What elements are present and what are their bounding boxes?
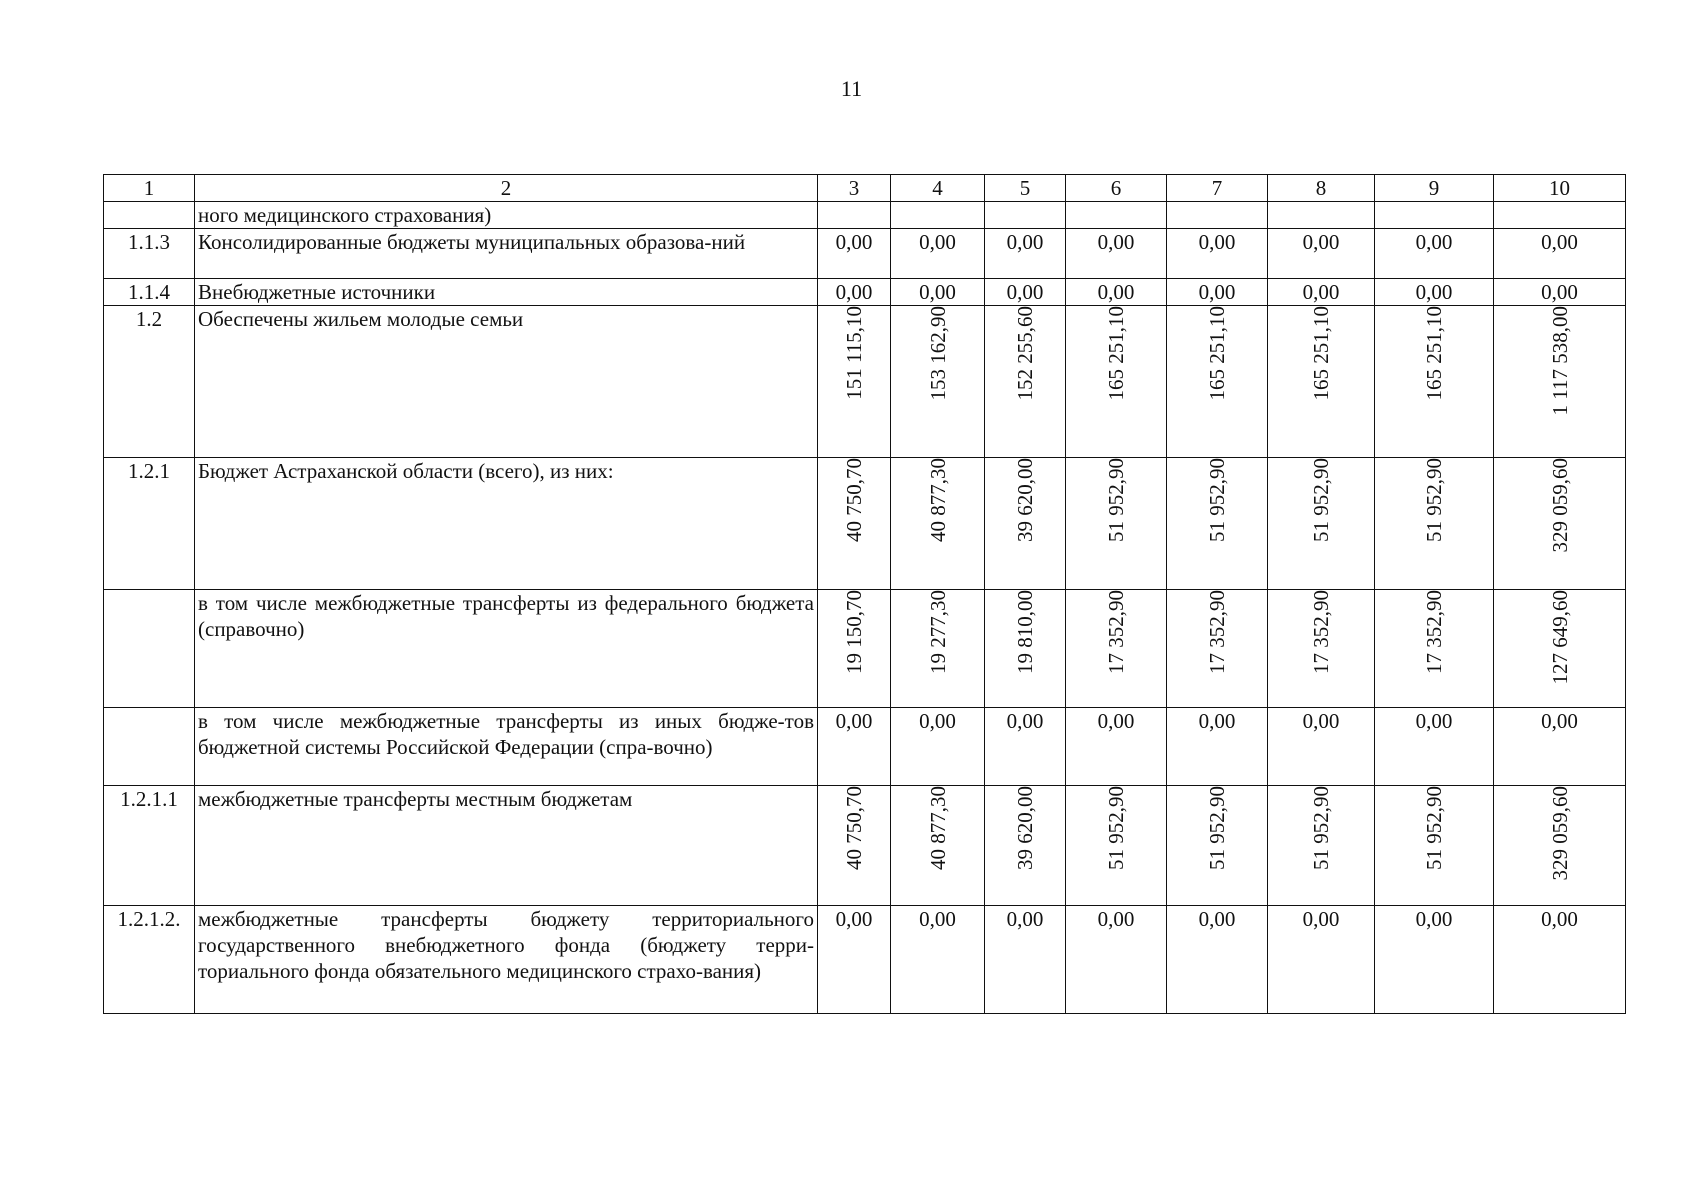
value-cell: [1494, 786, 1626, 906]
value-cell: [985, 786, 1066, 906]
value-cell: 0,00: [1268, 229, 1375, 279]
row-code: [104, 708, 195, 786]
row-code: 1.2.1: [104, 458, 195, 590]
row-description: в том числе межбюджетные трансферты из иных бюдже-тов бюджетной системы Российской Федерации (спра-вочно): [195, 708, 818, 786]
value-text: 51 952,90: [1104, 458, 1128, 542]
row-description: ного медицинского страхования): [195, 202, 818, 229]
budget-table: [103, 174, 1626, 1014]
value-cell: 0,00: [985, 279, 1066, 306]
value-cell: 0,00: [891, 708, 985, 786]
value-cell: [1375, 590, 1494, 708]
value-text: 51 952,90: [1309, 458, 1333, 542]
table-row: [104, 708, 1626, 786]
column-number-row: [104, 175, 1626, 202]
value-cell: [818, 202, 891, 229]
value-text: 19 277,30: [925, 590, 950, 674]
value-text: 51 952,90: [1205, 458, 1229, 542]
value-cell: 0,00: [1375, 708, 1494, 786]
value-cell: [1494, 458, 1626, 590]
value-cell: [985, 590, 1066, 708]
value-cell: [1494, 202, 1626, 229]
value-cell: [1268, 202, 1375, 229]
row-code: [104, 202, 195, 229]
value-cell: 0,00: [891, 229, 985, 279]
value-cell: 0,00: [985, 708, 1066, 786]
value-cell: [1268, 458, 1375, 590]
value-cell: 0,00: [1066, 906, 1167, 1014]
row-description: межбюджетные трансферты бюджету территориального государственного внебюджетного фонда (бюджету терри-ториального фонда обязательного медицинского страхо-вания): [195, 906, 818, 1014]
column-number: 8: [1268, 175, 1375, 202]
value-cell: [1066, 306, 1167, 458]
value-text: 165 251,10: [1104, 306, 1128, 401]
value-cell: [1066, 590, 1167, 708]
column-number: 3: [818, 175, 891, 202]
row-description: Консолидированные бюджеты муниципальных образова-ний: [195, 229, 818, 279]
value-text: 329 059,60: [1547, 458, 1572, 553]
value-cell: [1066, 458, 1167, 590]
value-cell: [1268, 306, 1375, 458]
value-text: 127 649,60: [1547, 590, 1572, 685]
row-description: межбюджетные трансферты местным бюджетам: [195, 786, 818, 906]
value-cell: 0,00: [1066, 708, 1167, 786]
value-cell: [1066, 786, 1167, 906]
value-cell: 0,00: [985, 906, 1066, 1014]
row-code: 1.2.1.1: [104, 786, 195, 906]
value-text: 151 115,10: [842, 306, 866, 400]
value-cell: 0,00: [891, 279, 985, 306]
value-text: 51 952,90: [1422, 786, 1446, 870]
value-cell: [891, 202, 985, 229]
value-cell: [1167, 590, 1268, 708]
row-description: в том числе межбюджетные трансферты из федерального бюджета (справочно): [195, 590, 818, 708]
value-cell: 0,00: [1494, 279, 1626, 306]
value-cell: 0,00: [818, 906, 891, 1014]
table-row: [104, 590, 1626, 708]
value-cell: [818, 458, 891, 590]
value-cell: [891, 306, 985, 458]
value-cell: [1494, 590, 1626, 708]
value-text: 17 352,90: [1422, 590, 1446, 674]
value-text: 165 251,10: [1205, 306, 1229, 401]
value-cell: 0,00: [985, 229, 1066, 279]
table-row: [104, 202, 1626, 229]
value-cell: [1268, 590, 1375, 708]
value-cell: [1494, 306, 1626, 458]
value-cell: 0,00: [818, 708, 891, 786]
value-cell: 0,00: [891, 906, 985, 1014]
value-text: 51 952,90: [1205, 786, 1229, 870]
value-text: 39 620,00: [1013, 786, 1037, 870]
value-cell: [985, 458, 1066, 590]
value-cell: 0,00: [1494, 906, 1626, 1014]
value-text: 329 059,60: [1547, 786, 1572, 881]
value-text: 165 251,10: [1422, 306, 1446, 401]
value-cell: [891, 786, 985, 906]
value-cell: 0,00: [1375, 906, 1494, 1014]
value-cell: 0,00: [1268, 279, 1375, 306]
value-cell: [1375, 786, 1494, 906]
value-cell: [1375, 306, 1494, 458]
table-row: [104, 786, 1626, 906]
value-text: 153 162,90: [925, 306, 950, 401]
value-cell: [985, 306, 1066, 458]
column-number: 2: [195, 175, 818, 202]
value-cell: 0,00: [1268, 906, 1375, 1014]
column-number: 4: [891, 175, 985, 202]
table-row: [104, 458, 1626, 590]
value-cell: [818, 786, 891, 906]
value-cell: [818, 590, 891, 708]
value-cell: [985, 202, 1066, 229]
value-text: 40 877,30: [925, 458, 950, 542]
column-number: 5: [985, 175, 1066, 202]
table-row: [104, 306, 1626, 458]
value-text: 152 255,60: [1013, 306, 1037, 401]
value-cell: 0,00: [1066, 279, 1167, 306]
value-cell: [1167, 458, 1268, 590]
value-text: 40 750,70: [842, 786, 866, 870]
value-cell: [891, 590, 985, 708]
value-text: 51 952,90: [1309, 786, 1333, 870]
column-number: 10: [1494, 175, 1626, 202]
value-cell: 0,00: [1375, 229, 1494, 279]
column-number: 6: [1066, 175, 1167, 202]
row-description: Обеспечены жильем молодые семьи: [195, 306, 818, 458]
value-cell: [1268, 786, 1375, 906]
value-text: 17 352,90: [1309, 590, 1333, 674]
row-code: [104, 590, 195, 708]
value-cell: [1167, 306, 1268, 458]
value-cell: 0,00: [818, 279, 891, 306]
row-description: Бюджет Астраханской области (всего), из них:: [195, 458, 818, 590]
value-cell: [1066, 202, 1167, 229]
value-cell: 0,00: [1494, 229, 1626, 279]
value-text: 19 810,00: [1013, 590, 1037, 674]
value-text: 19 150,70: [842, 590, 866, 674]
value-cell: 0,00: [1066, 229, 1167, 279]
table-row: [104, 906, 1626, 1014]
column-number: 9: [1375, 175, 1494, 202]
row-code: 1.1.4: [104, 279, 195, 306]
value-cell: [1167, 786, 1268, 906]
value-cell: [1167, 202, 1268, 229]
value-cell: 0,00: [1167, 708, 1268, 786]
value-cell: 0,00: [1268, 708, 1375, 786]
table-row: [104, 229, 1626, 279]
column-number: 1: [104, 175, 195, 202]
value-text: 165 251,10: [1309, 306, 1333, 401]
page-number: 11: [840, 76, 863, 101]
value-cell: 0,00: [818, 229, 891, 279]
value-cell: [818, 306, 891, 458]
value-text: 17 352,90: [1205, 590, 1229, 674]
value-text: 1 117 538,00: [1547, 306, 1572, 416]
value-cell: 0,00: [1494, 708, 1626, 786]
value-cell: 0,00: [1375, 279, 1494, 306]
value-text: 51 952,90: [1104, 786, 1128, 870]
value-text: 39 620,00: [1013, 458, 1037, 542]
value-cell: [891, 458, 985, 590]
value-text: 17 352,90: [1104, 590, 1128, 674]
value-cell: [1375, 458, 1494, 590]
row-description: Внебюджетные источники: [195, 279, 818, 306]
row-code: 1.2.1.2.: [104, 906, 195, 1014]
value-cell: [1375, 202, 1494, 229]
value-cell: 0,00: [1167, 229, 1268, 279]
value-text: 40 877,30: [925, 786, 950, 870]
value-cell: 0,00: [1167, 279, 1268, 306]
value-text: 51 952,90: [1422, 458, 1446, 542]
row-code: 1.1.3: [104, 229, 195, 279]
table-row: [104, 279, 1626, 306]
column-number: 7: [1167, 175, 1268, 202]
value-cell: 0,00: [1167, 906, 1268, 1014]
row-code: 1.2: [104, 306, 195, 458]
value-text: 40 750,70: [842, 458, 866, 542]
